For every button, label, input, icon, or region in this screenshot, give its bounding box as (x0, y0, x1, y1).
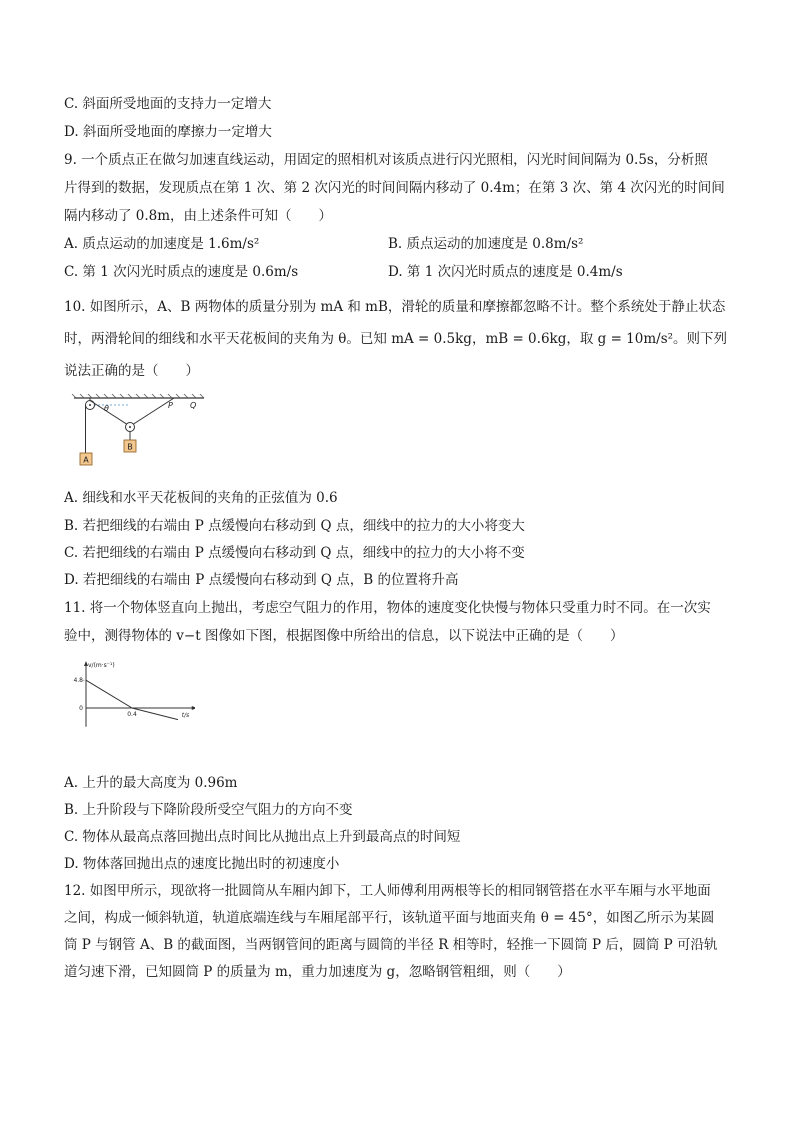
q11-option-a: A. 上升的最大高度为 0.96m (64, 775, 238, 791)
q10-option-a: A. 细线和水平天花板间的夹角的正弦值为 0.6 (64, 490, 338, 506)
q12-stem-line-1: 12. 如图甲所示，现欲将一批圆筒从车厢内卸下，工人师傅利用两根等长的相同钢管搭在水平车厢与水平地面 (64, 883, 711, 899)
v-t-chart (70, 658, 195, 750)
q9-option-d: D. 第 1 次闪光时质点的速度是 0.4m/s (388, 264, 623, 280)
q9-stem-line-1: 9. 一个质点正在做匀加速直线运动，用固定的照相机对该质点进行闪光照相，闪光时间间隔为 0.5s，分析照 (64, 152, 708, 168)
q10-option-d: D. 若把细线的右端由 P 点缓慢向右移动到 Q 点，B 的位置将升高 (64, 572, 459, 588)
q10-option-c: C. 若把细线的右端由 P 点缓慢向右移动到 Q 点，细线中的拉力的大小将不变 (64, 545, 525, 561)
q9-option-a: A. 质点运动的加速度是 1.6m/s² (64, 236, 260, 252)
block-a-label: A (83, 455, 89, 465)
prev-option-c: C. 斜面所受地面的支持力一定增大 (64, 96, 272, 112)
q10-stem-line-1: 10. 如图所示，A、B 两物体的质量分别为 mA 和 mB，滑轮的质量和摩擦都忽略不计。整个系统处于静止状态 (64, 299, 726, 315)
y-tick-label-0: 0 (79, 705, 83, 712)
q10-stem-line-2: 时，两滑轮间的细线和水平天花板间的夹角为 θ。已知 mA = 0.5kg，mB = 0.6kg，取 g = 10m/s²。则下列 (64, 331, 728, 347)
point-p-label: P (168, 401, 173, 410)
q10-stem-line-3: 说法正确的是（ ） (64, 363, 199, 379)
rope-left (90, 401, 128, 426)
x-tick-label-0.4: 0.4 (127, 711, 137, 718)
q12-stem-line-3: 筒 P 与钢管 A、B 的截面图，当两钢管间的距离与圆筒的半径 R 相等时，轻推一下圆筒 P 后，圆筒 P 可沿轨 (64, 937, 718, 953)
q9-option-b: B. 质点运动的加速度是 0.8m/s² (388, 236, 584, 252)
q9-stem-line-3: 隔内移动了 0.8m，由上述条件可知（ ） (64, 208, 333, 224)
q12-stem-line-2: 之间，构成一倾斜轨道，轨道底端连线与车厢尾部平行，该轨道平面与地面夹角 θ = 45°，如图乙所示为某圆 (64, 910, 715, 926)
q11-stem-line-1: 11. 将一个物体竖直向上抛出，考虑空气阻力的作用，物体的速度变化快慢与物体只受重力时不同。在一次实 (64, 600, 711, 616)
q11-option-d: D. 物体落回抛出点的速度比抛出时的初速度小 (64, 856, 340, 872)
x-axis-arrow (192, 706, 195, 710)
prev-option-d: D. 斜面所受地面的摩擦力一定增大 (64, 124, 272, 140)
q10-option-b: B. 若把细线的右端由 P 点缓慢向右移动到 Q 点，细线中的拉力的大小将变大 (64, 518, 525, 534)
block-b-label: B (127, 442, 133, 452)
theta-label: θ (104, 404, 109, 413)
point-q-label: Q (190, 401, 197, 410)
pulley-figure (70, 393, 210, 473)
y-tick-label-4.8: 4.8 (73, 677, 83, 685)
q9-option-c: C. 第 1 次闪光时质点的速度是 0.6m/s (64, 264, 299, 280)
y-axis-label: v/(m·s⁻¹) (88, 662, 115, 669)
q9-stem-line-2: 片得到的数据，发现质点在第 1 次、第 2 次闪光的时间间隔内移动了 0.4m；在第 3 次、第 4 次闪光的时间间 (64, 180, 725, 196)
x-axis-label: t/s (181, 712, 190, 719)
q12-stem-line-4: 道匀速下滑，已知圆筒 P 的质量为 m，重力加速度为 g，忽略钢管粗细，则（ ） (64, 964, 571, 980)
q11-option-b: B. 上升阶段与下降阶段所受空气阻力的方向不变 (64, 802, 353, 818)
ceiling-hatch (72, 394, 204, 398)
q11-stem-line-2: 验中，测得物体的 v−t 图像如下图，根据图像中所给出的信息，以下说法中正确的是（ ） (64, 628, 624, 644)
q11-option-c: C. 物体从最高点落回抛出点时间比从抛出点上升到最高点的时间短 (64, 829, 461, 845)
